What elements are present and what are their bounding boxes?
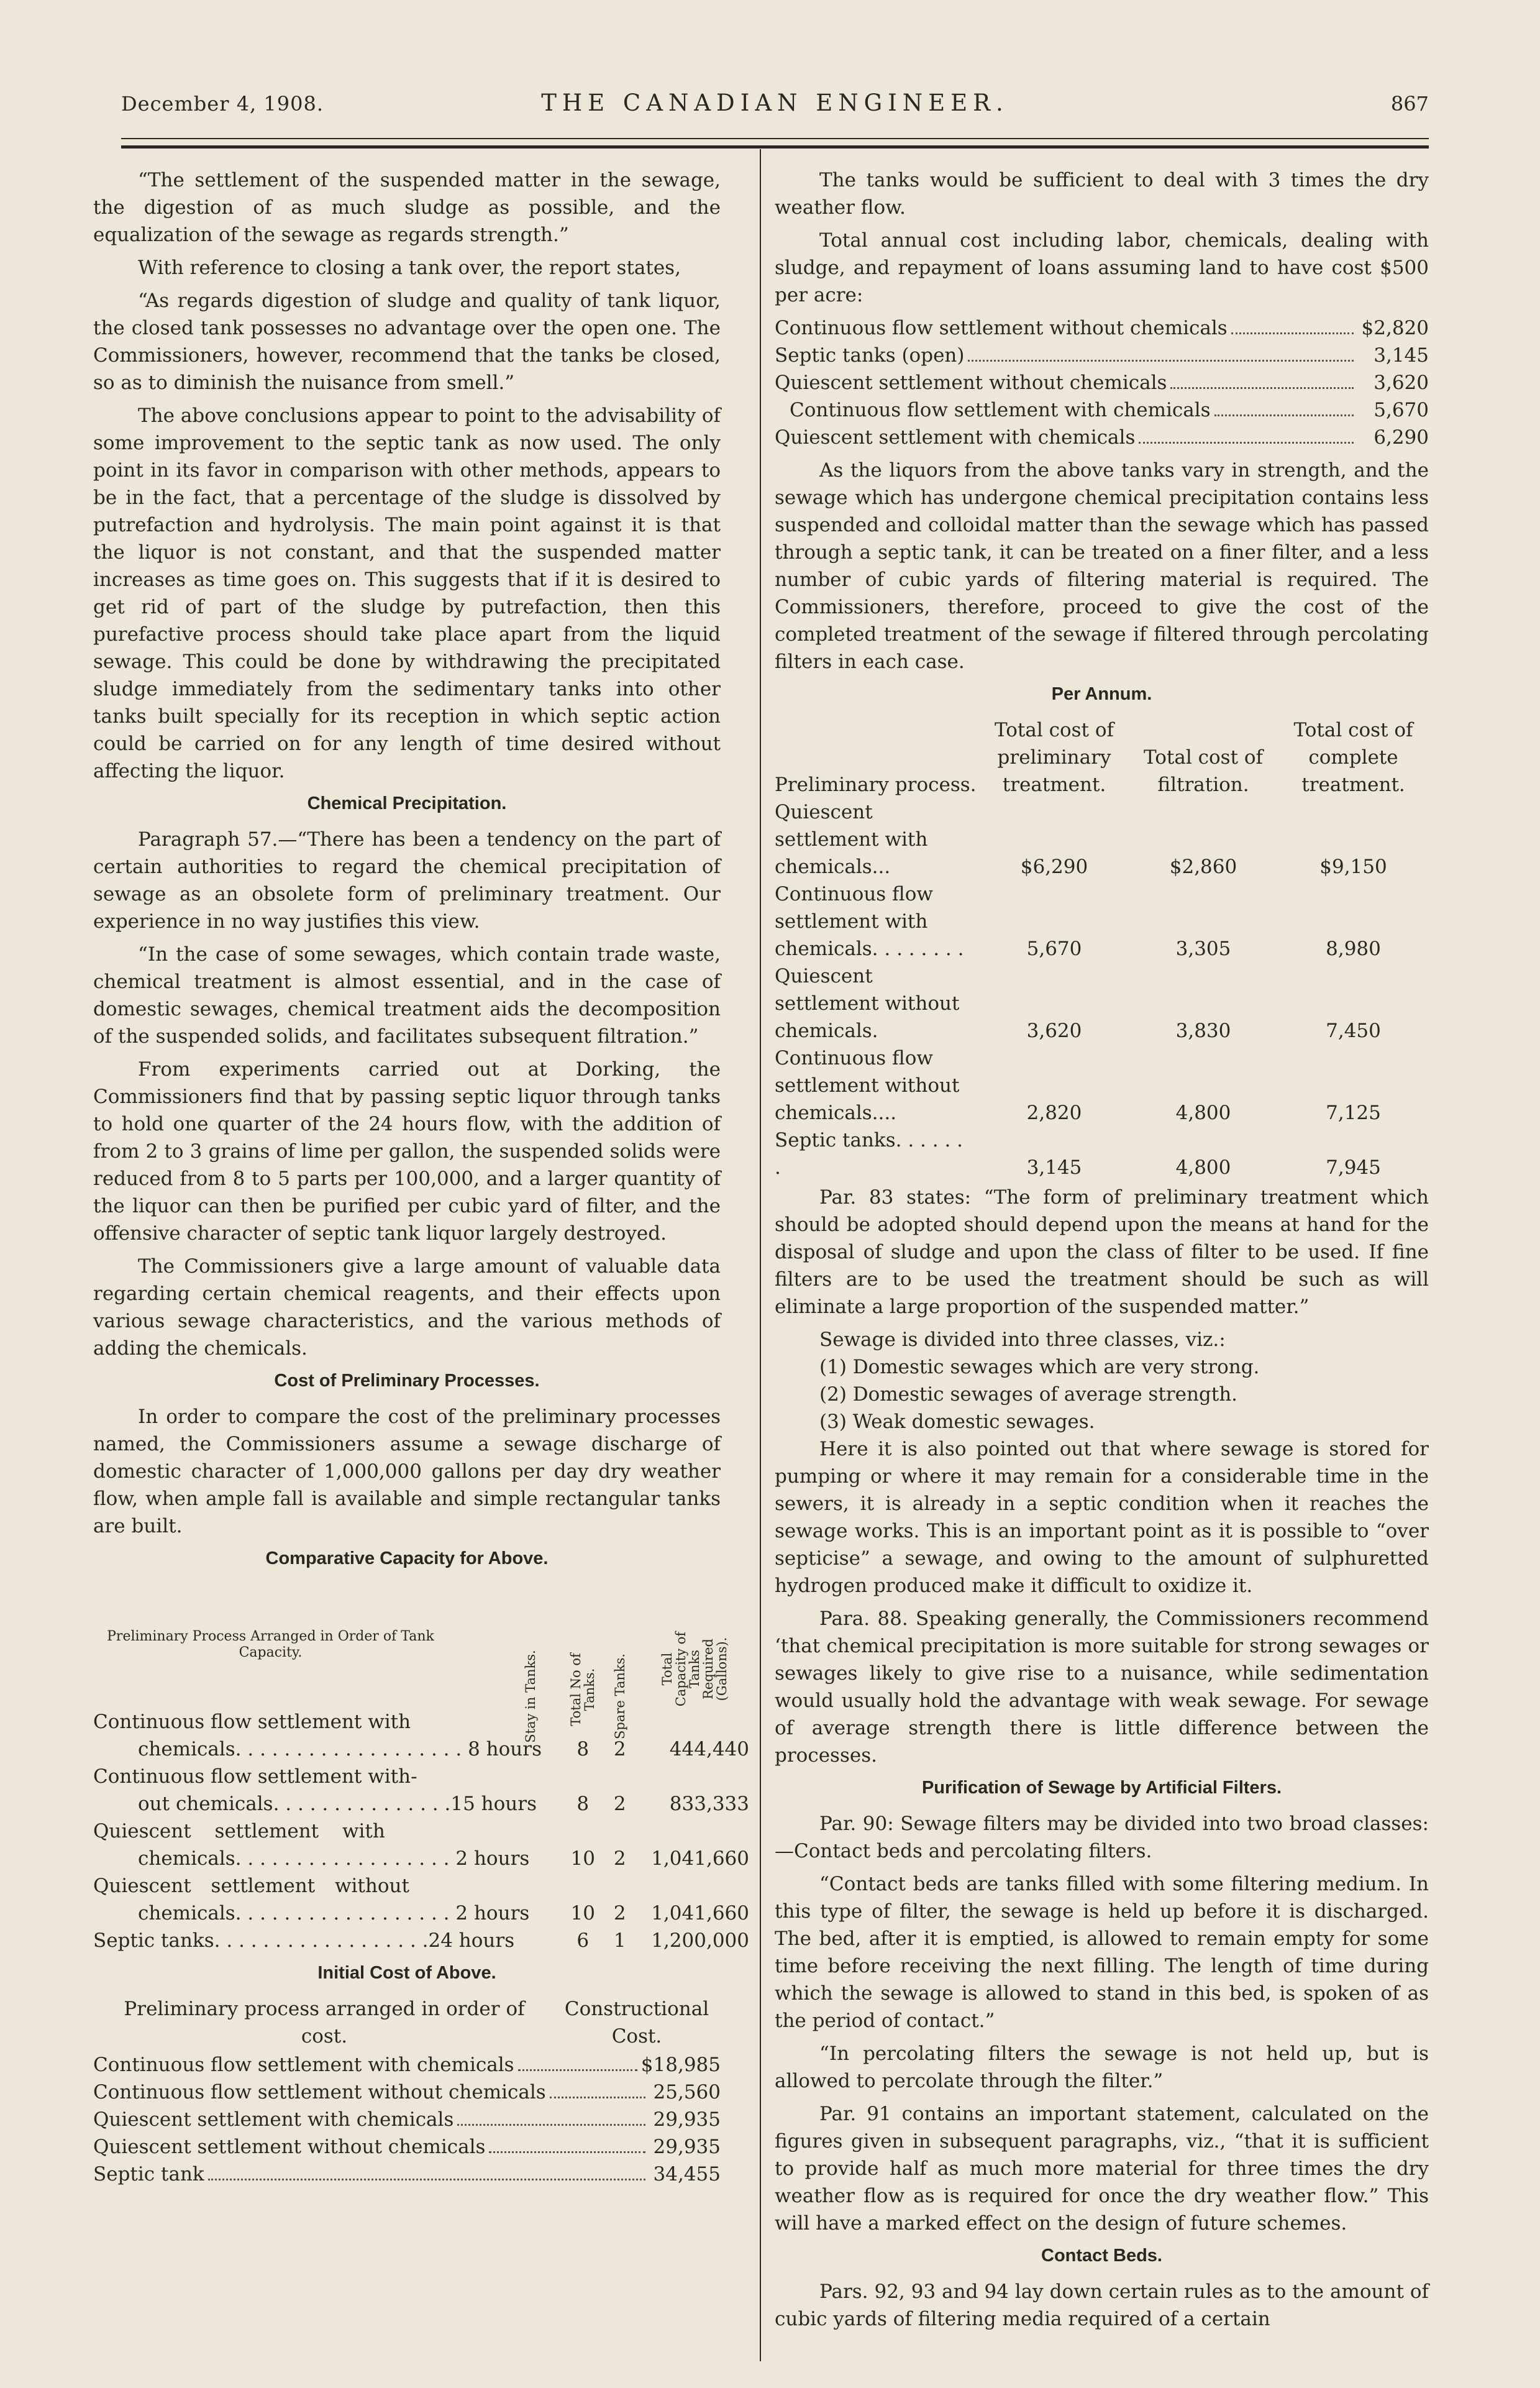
cell-capacity: 1,041,660 xyxy=(651,1902,749,1924)
paragraph: From experiments carried out at Dorking, the Commissioners find that by passing septic liquor through tanks to hold one quarter of the 24 hours flow, with the addition of from 2 to 3 grains of lime per gallon, the suspended solids were reduced from 8 to 5 parts per 100,000, and a larger quantity of the liquor can then be purified per cubic yard of filter, and the offensive character of septic tank liquor largely destroyed. xyxy=(93,1058,721,1245)
table-heading: Initial Cost of Above. xyxy=(317,1963,496,1983)
column-header-total xyxy=(563,1581,603,1726)
item-value: 3,145 xyxy=(1374,344,1429,367)
paragraph: Here it is also pointed out that where sewage is stored for pumping or where it may remain for a considerable time in the sewers, it is already in a septic condition when it reaches the sewage works. This is an important point as it is possible to “over septicise” a sewage, and owing to the amount of sulphuretted hydrogen produced make it difficult to oxidize it. xyxy=(775,1438,1429,1597)
item-label: Quiescent settlement without chemicals xyxy=(775,372,1167,394)
table-row xyxy=(775,963,1429,1045)
capacity-table xyxy=(93,1581,752,1954)
paragraph: “The settlement of the suspended matter in the sewage, the digestion of as much sludge as possible, and the equalization of the sewage as regards strength.” xyxy=(93,169,721,246)
page-header xyxy=(121,89,1429,129)
cell-preliminary: $6,290 xyxy=(1020,856,1088,878)
cell-capacity: 1,200,000 xyxy=(651,1929,749,1952)
list-item xyxy=(775,424,1429,451)
paragraph: “Contact beds are tanks filled with some filtering medium. In this type of filter, the sewage is held up before it is discharged. The bed, after it is emptied, is allowed to remain empty for some time before receiving the next filling. The length of time during which the sewage is allowed to stand in this bed, is spoken of as the period of contact.” xyxy=(775,1873,1429,2032)
table-row xyxy=(93,1845,752,1872)
initial-cost-header-right: Constructional Cost. xyxy=(564,1998,709,2047)
sewage-classes-list xyxy=(819,1353,1429,1435)
page-number: 867 xyxy=(1390,92,1429,116)
paragraph: “As regards digestion of sludge and quality of tank liquor, the closed tank possesses no advantage over the open one. The Commissioners, however, recommend that the tanks be closed, so as to diminish the nuisance from smell.” xyxy=(93,290,721,394)
paragraph: Total annual cost including labor, chemicals, dealing with sludge, and repayment of loans assuming land to have cost $500 per acre: xyxy=(775,229,1429,306)
cell-filtration: 4,800 xyxy=(1175,1102,1231,1124)
header-rule xyxy=(121,138,1429,149)
cell-complete: 8,980 xyxy=(1326,938,1381,960)
table-row xyxy=(93,1927,752,1954)
list-item: (1) Domestic sewages which are very strong. xyxy=(819,1356,1260,1378)
column-header-capacity-text: Total Capacity of Tanks Required (Gallons). xyxy=(659,1631,729,1707)
cell-total: 10 xyxy=(570,1902,595,1924)
cell-total: 8 xyxy=(576,1738,590,1760)
leader-dots xyxy=(457,2124,645,2126)
cell-process-line1: Continuous flow settlement with- xyxy=(93,1765,417,1788)
initial-cost-list xyxy=(93,2051,721,2188)
cell-complete: 7,945 xyxy=(1326,1156,1381,1179)
column-header-total-text: Total No of Tanks. xyxy=(568,1653,598,1726)
cell-process: Continuous flow settlement with chemicals. . . . . . . . xyxy=(775,883,964,960)
table-header-row xyxy=(775,716,1429,798)
cell-complete: 7,125 xyxy=(1326,1102,1381,1124)
leader-dots xyxy=(518,2069,637,2071)
column-header-preliminary: Total cost of preliminary treatment. xyxy=(994,719,1114,796)
paragraph: In order to compare the cost of the preliminary processes named, the Commissioners assume a sewage discharge of domestic character of 1,000,000 gallons per day dry weather flow, when ample fall is available and simple rectangular tanks are built. xyxy=(93,1406,721,1537)
section-heading: Contact Beds. xyxy=(1041,2246,1162,2266)
cell-complete: $9,150 xyxy=(1319,856,1387,878)
table-row xyxy=(775,881,1429,963)
leader-dots xyxy=(1214,414,1354,416)
cell-spare: 1 xyxy=(613,1929,626,1952)
item-value: $18,985 xyxy=(640,2054,721,2076)
paragraph: Para. 88. Speaking generally, the Commissioners recommend ‘that chemical precipitation is more suitable for strong sewages or sewages likely to give rise to a nuisance, while sedimentation would usually hold the advantage with weak sewage. For sewage of average strength there is little difference between the processes. xyxy=(775,1608,1429,1767)
list-item xyxy=(93,2161,721,2188)
cell-process-line2: out chemicals. . . . . . . . . . . . . . .15 hours xyxy=(138,1793,537,1815)
list-item xyxy=(93,2079,721,2106)
leader-dots xyxy=(208,2179,645,2180)
column-header-spare xyxy=(603,1581,637,1740)
cell-filtration: 4,800 xyxy=(1175,1156,1231,1179)
paragraph: With reference to closing a tank over, the report states, xyxy=(138,257,681,279)
per-annum-table xyxy=(775,716,1429,1181)
paragraph: Pars. 92, 93 and 94 lay down certain rules as to the amount of cubic yards of filtering media required of a certain xyxy=(775,2280,1429,2330)
section-heading: Chemical Precipitation. xyxy=(307,794,507,813)
column-header-process: Preliminary process. xyxy=(775,774,977,796)
item-value: 29,935 xyxy=(653,2136,721,2158)
table-row xyxy=(93,1736,752,1763)
paragraph: “In the case of some sewages, which contain trade waste, chemical treatment is almost essential, and in the case of domestic sewages, chemical treatment aids the decomposition of the suspended solids, and facilitates subsequent filtration.” xyxy=(93,943,721,1048)
table-row xyxy=(93,1818,752,1845)
cell-filtration: 3,305 xyxy=(1175,938,1231,960)
cell-spare: 2 xyxy=(613,1902,626,1924)
left-column xyxy=(93,167,749,2194)
table-heading: Per Annum. xyxy=(1051,684,1152,704)
item-value: 6,290 xyxy=(1374,426,1429,449)
cell-process: Septic tanks. . . . . . . xyxy=(775,1129,964,1179)
cell-total: 10 xyxy=(570,1847,595,1870)
item-label: Septic tank xyxy=(93,2163,204,2185)
leader-dots xyxy=(1139,442,1354,444)
table-heading: Comparative Capacity for Above. xyxy=(265,1549,549,1568)
table-header-row xyxy=(93,1581,752,1708)
list-item xyxy=(775,314,1429,342)
leader-dots xyxy=(1231,332,1354,334)
leader-dots xyxy=(968,360,1354,362)
leader-dots xyxy=(1170,387,1354,389)
item-label: Quiescent settlement with chemicals xyxy=(93,2108,454,2131)
right-column xyxy=(775,167,1429,2338)
column-divider xyxy=(760,149,761,2361)
table-row xyxy=(93,1900,752,1927)
item-label: Septic tanks (open) xyxy=(775,344,965,367)
cell-total: 6 xyxy=(576,1929,590,1952)
column-header-capacity xyxy=(637,1581,752,1708)
paragraph: Par. 91 contains an important statement, calculated on the figures given in subsequent paragraphs, viz., “that it is sufficient to provide half as much more material for three times the dry weather flow as is required for once the dry weather flow.” This will have a marked effect on the design of future schemes. xyxy=(775,2103,1429,2235)
item-value: $2,820 xyxy=(1361,317,1429,339)
section-heading: Purification of Sewage by Artificial Filters. xyxy=(921,1778,1282,1798)
cell-capacity: 833,333 xyxy=(669,1793,749,1815)
item-value: 25,560 xyxy=(653,2081,721,2103)
cell-process-line1: Quiescent settlement without xyxy=(93,1875,409,1897)
initial-cost-header-left: Preliminary process arranged in order of cost. xyxy=(124,1998,525,2047)
paragraph: Paragraph 57.—“There has been a tendency on the part of certain authorities to regard the chemical precipitation of sewage as an obsolete form of preliminary treatment. Our experience in no way justifies this view. xyxy=(93,828,721,933)
column-header-stay xyxy=(498,1581,563,1743)
item-value: 5,670 xyxy=(1374,399,1429,421)
cell-process: Quiescent settlement with chemicals... xyxy=(775,801,928,878)
leader-dots xyxy=(550,2097,645,2098)
cell-process-line2: chemicals. . . . . . . . . . . . . . . . . . . 8 hours xyxy=(138,1738,542,1760)
paragraph: The above conclusions appear to point to the advisability of some improvement to the septic tank as now used. The only point in its favor in comparison with other methods, appears to be in the fact, that a percentage of the sludge is dissolved by putrefaction and hydrolysis. The main point against it is that the liquor is not constant, and that the suspended matter increases as time goes on. This suggests that if it is desired to get rid of part of the sludge by putrefaction, then this purefactive process should take place apart from the liquid sewage. This could be done by withdrawing the precipitated sludge immediately from the sedimentary tanks into other tanks built specially for its reception in which septic action could be carried on for any length of time desired without affecting the liquor. xyxy=(93,405,721,782)
item-label: Quiescent settlement with chemicals xyxy=(775,426,1136,449)
item-label: Continuous flow settlement without chemicals xyxy=(775,317,1228,339)
cell-process-line2: Septic tanks. . . . . . . . . . . . . . . . . .24 hours xyxy=(93,1929,515,1952)
cell-capacity: 1,041,660 xyxy=(651,1847,749,1870)
paragraph: Par. 90: Sewage filters may be divided into two broad classes:—Contact beds and percolating filters. xyxy=(775,1813,1429,1862)
table-row xyxy=(775,1045,1429,1127)
cell-complete: 7,450 xyxy=(1326,1020,1381,1042)
column-header-complete: Total cost of complete treatment. xyxy=(1293,719,1413,796)
paragraph: As the liquors from the above tanks vary in strength, and the sewage which has undergone chemical precipitation contains less suspended and colloidal matter than the sewage which has passed through a septic tank, it can be treated on a finer filter, and a less number of cubic yards of filtering material is required. The Commissioners, therefore, proceed to give the cost of the completed treatment of the sewage if filtered through percolating filters in each case. xyxy=(775,459,1429,673)
cell-process: Quiescent settlement without chemicals. xyxy=(775,965,960,1042)
issue-date: December 4, 1908. xyxy=(121,92,324,116)
list-item xyxy=(775,342,1429,369)
initial-cost-header xyxy=(93,1995,721,2050)
paragraph: Sewage is divided into three classes, viz.: xyxy=(819,1329,1226,1351)
leader-dots xyxy=(489,2151,645,2153)
table-row xyxy=(93,1790,752,1818)
cell-filtration: 3,830 xyxy=(1175,1020,1231,1042)
journal-title: THE CANADIAN ENGINEER. xyxy=(541,89,1009,116)
item-label: Continuous flow settlement without chemicals xyxy=(93,2081,546,2103)
item-label: Continuous flow settlement with chemicals xyxy=(93,2054,514,2076)
list-item xyxy=(93,2051,721,2079)
item-value: 3,620 xyxy=(1374,372,1429,394)
table-row xyxy=(775,1127,1429,1181)
table-row xyxy=(93,1872,752,1900)
item-label: Continuous flow settlement with chemicals xyxy=(790,399,1211,421)
list-item xyxy=(775,369,1429,396)
list-item xyxy=(775,396,1429,424)
list-item: (2) Domestic sewages of average strength. xyxy=(819,1383,1238,1406)
annual-cost-list xyxy=(775,314,1429,451)
cell-preliminary: 3,145 xyxy=(1026,1156,1082,1179)
list-item xyxy=(93,2133,721,2161)
list-item xyxy=(93,2106,721,2133)
item-value: 29,935 xyxy=(653,2108,721,2131)
column-header-spare-text: Spare Tanks. xyxy=(612,1653,627,1740)
cell-process-line2: chemicals. . . . . . . . . . . . . . . . . . 2 hours xyxy=(138,1902,530,1924)
cell-preliminary: 2,820 xyxy=(1026,1102,1082,1124)
cell-spare: 2 xyxy=(613,1847,626,1870)
cell-spare: 2 xyxy=(613,1738,626,1760)
paragraph: The Commissioners give a large amount of valuable data regarding certain chemical reagents, and their effects upon various sewage characteristics, and the various methods of adding the chemicals. xyxy=(93,1255,721,1360)
cell-process: Continuous flow settlement without chemicals.... xyxy=(775,1047,960,1124)
cell-spare: 2 xyxy=(613,1793,626,1815)
item-value: 34,455 xyxy=(653,2163,721,2185)
paragraph: The tanks would be sufficient to deal with 3 times the dry weather flow. xyxy=(775,169,1429,219)
cell-process-line1: Continuous flow settlement with xyxy=(93,1711,411,1733)
list-item: (3) Weak domestic sewages. xyxy=(819,1411,1095,1433)
table-row xyxy=(775,798,1429,881)
table-row xyxy=(93,1763,752,1790)
cell-total: 8 xyxy=(576,1793,590,1815)
cell-preliminary: 3,620 xyxy=(1026,1020,1082,1042)
cell-process-line1: Quiescent settlement with xyxy=(93,1820,385,1842)
paragraph: “In percolating filters the sewage is not held up, but is allowed to percolate through the filter.” xyxy=(775,2043,1429,2092)
item-label: Quiescent settlement without chemicals xyxy=(93,2136,486,2158)
column-header-stay-text: Stay in Tanks. xyxy=(522,1650,538,1743)
cell-capacity: 444,440 xyxy=(669,1738,749,1760)
column-header-filtration: Total cost of filtration. xyxy=(1143,746,1264,796)
cell-preliminary: 5,670 xyxy=(1026,938,1082,960)
cell-filtration: $2,860 xyxy=(1169,856,1237,878)
cell-process-line2: chemicals. . . . . . . . . . . . . . . . . . 2 hours xyxy=(138,1847,530,1870)
section-heading: Cost of Preliminary Processes. xyxy=(274,1371,540,1391)
paragraph: Par. 83 states: “The form of preliminary treatment which should be adopted should depend upon the means at hand for the disposal of sludge and upon the class of filter to be used. If fine filters are to be used the treatment should be such as will eliminate a large proportion of the suspended matter.” xyxy=(775,1186,1429,1318)
column-header-process: Preliminary Process Arranged in Order of Tank Capacity. xyxy=(107,1628,434,1660)
table-row xyxy=(93,1708,752,1736)
